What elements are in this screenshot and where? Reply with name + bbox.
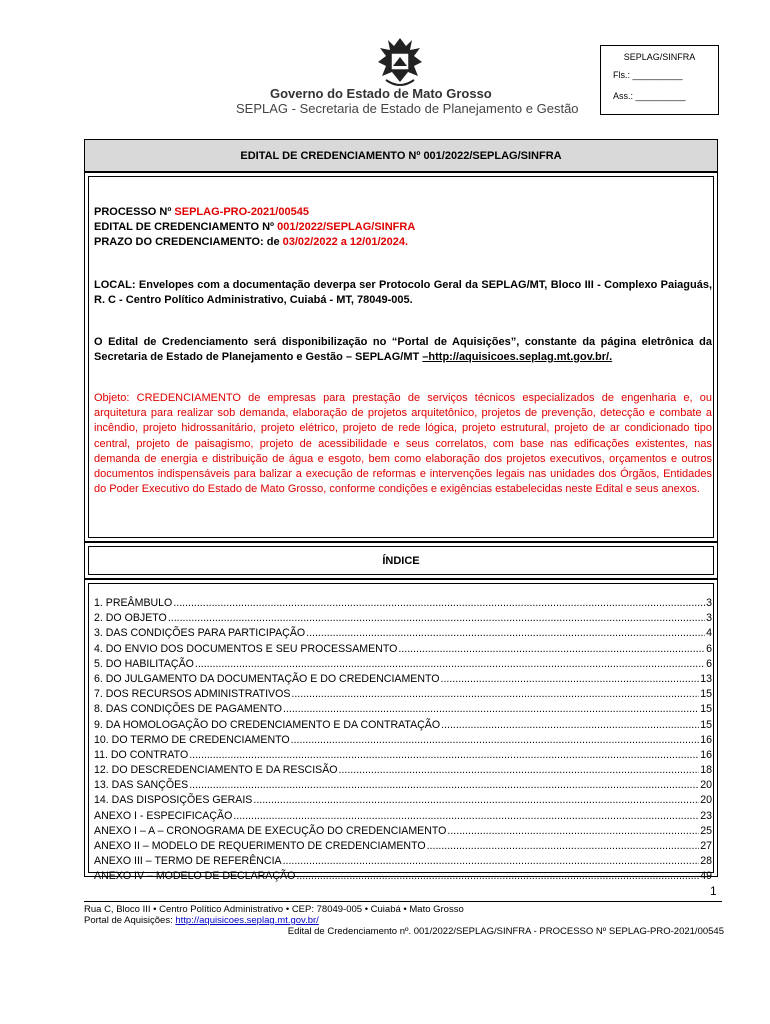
toc-entry[interactable] (94, 687, 712, 702)
toc-entry-label: 7. DOS RECURSOS ADMINISTRATIVOS (94, 688, 291, 701)
toc-entry[interactable] (94, 839, 712, 854)
toc-entry[interactable] (94, 793, 712, 808)
toc-entry-label: 5. DO HABILITAÇÃO (94, 657, 194, 670)
toc-leader-dots (189, 748, 699, 763)
toc-entry-page: 18 (700, 764, 712, 777)
toc-entry-page: 16 (700, 733, 712, 746)
toc-leader-dots (306, 626, 705, 641)
toc-leader-dots (233, 809, 699, 824)
footer-document-reference: Edital de Credenciamento nº. 001/2022/SEPLAG/SINFRA - PROCESSO Nº SEPLAG-PRO-2021/00545 (287, 926, 724, 937)
footer-portal-link[interactable]: http://aquisicoes.seplag.mt.gov.br/ (175, 915, 319, 926)
toc-entry-page: 15 (700, 718, 712, 731)
toc-entry-page: 25 (700, 824, 712, 837)
toc-entry[interactable] (94, 824, 712, 839)
toc-entry-page: 49 (700, 870, 712, 883)
toc-entry-label: 14. DAS DISPOSIÇÕES GERAIS (94, 794, 253, 807)
toc-entry-label: 6. DO JULGAMENTO DA DOCUMENTAÇÃO E DO CREDENCIAMENTO (94, 672, 440, 685)
toc-entry-page: 3 (706, 612, 712, 625)
toc-entry-page: 16 (700, 748, 712, 761)
toc-leader-dots (168, 611, 705, 626)
toc-entry-page: 15 (700, 703, 712, 716)
toc-entry-label: ANEXO I - ESPECIFICAÇÃO (94, 809, 233, 822)
toc-entry-page: 6 (706, 642, 712, 655)
toc-entry[interactable] (94, 611, 712, 626)
toc-entry[interactable] (94, 778, 712, 793)
footer-portal-label: Portal de Aquisições: (84, 915, 176, 926)
secretariat-name: SEPLAG - Secretaria de Estado de Planejamento e Gestão (236, 101, 579, 116)
process-info (94, 205, 415, 250)
toc-leader-dots (173, 596, 705, 611)
toc-leader-dots (291, 733, 700, 748)
table-of-contents (94, 596, 712, 885)
government-name: Governo do Estado de Mato Grosso (270, 86, 492, 101)
processo-label: PROCESSO Nº (94, 206, 175, 218)
toc-entry[interactable] (94, 809, 712, 824)
toc-entry-label: 1. PREÂMBULO (94, 597, 173, 609)
toc-entry-label: 8. DAS CONDIÇÕES DE PAGAMENTO (94, 703, 282, 716)
toc-entry[interactable] (94, 657, 712, 672)
toc-leader-dots (283, 702, 699, 717)
stamp-fls: Fls.: __________ (613, 70, 683, 80)
toc-leader-dots (291, 687, 699, 702)
toc-leader-dots (195, 657, 705, 672)
toc-entry-page: 27 (700, 840, 712, 852)
toc-leader-dots (447, 824, 699, 839)
edital-availability-paragraph (94, 335, 712, 365)
toc-entry-page: 15 (700, 688, 712, 701)
stamp-ass: Ass.: __________ (613, 91, 686, 101)
toc-entry[interactable] (94, 596, 712, 611)
toc-entry-label: ANEXO IV – MODELO DE DECLARAÇÃO (94, 870, 296, 883)
toc-entry-label: 11. DO CONTRATO (94, 748, 189, 761)
toc-entry[interactable] (94, 733, 712, 748)
toc-leader-dots (339, 763, 700, 778)
stamp-title: SEPLAG/SINFRA (623, 52, 696, 62)
coat-of-arms-icon (372, 36, 428, 92)
index-title: ÍNDICE (382, 555, 420, 567)
document-title: EDITAL DE CREDENCIAMENTO Nº 001/2022/SEPLAG/SINFRA (84, 139, 718, 172)
toc-entry-page: 6 (706, 657, 712, 670)
toc-entry-label: 10. DO TERMO DE CREDENCIAMENTO (94, 733, 290, 746)
toc-leader-dots (398, 642, 705, 657)
toc-leader-dots (283, 854, 700, 869)
toc-entry-label: 9. DA HOMOLOGAÇÃO DO CREDENCIAMENTO E DA CONTRATAÇÃO (94, 718, 441, 731)
toc-leader-dots (441, 718, 699, 733)
toc-entry[interactable] (94, 626, 712, 641)
footer-address: Rua C, Bloco III • Centro Político Administrativo • CEP: 78049-005 • Cuiabá • Mato Grosso (84, 904, 464, 915)
page-number: 1 (710, 884, 717, 898)
toc-entry[interactable] (94, 854, 712, 869)
toc-entry-page: 13 (700, 672, 712, 685)
footer-portal (84, 915, 319, 926)
edital-value: 001/2022/SEPLAG/SINFRA (277, 221, 416, 233)
toc-entry-page: 20 (700, 779, 712, 792)
prazo-label: PRAZO DO CREDENCIAMENTO: de (94, 236, 283, 248)
toc-leader-dots (427, 839, 700, 854)
toc-entry[interactable] (94, 672, 712, 687)
toc-leader-dots (253, 793, 699, 808)
toc-entry-page: 28 (700, 855, 712, 868)
toc-entry-page: 23 (700, 809, 712, 822)
portal-link[interactable]: –http://aquisicoes.seplag.mt.gov.br/. (422, 351, 613, 363)
toc-entry-label: 3. DAS CONDIÇÕES PARA PARTICIPAÇÃO (94, 627, 306, 640)
protocol-stamp-box (600, 45, 719, 115)
local-paragraph: LOCAL: Envelopes com a documentação deverpa ser Protocolo Geral da SEPLAG/MT, Bloco III - Complexo Paiaguás, R. C - Centro Político Administrativo, Cuiabá - MT, 78049-005. (94, 279, 712, 306)
toc-entry-label: ANEXO I – A – CRONOGRAMA DE EXECUÇÃO DO CREDENCIAMENTO (94, 824, 447, 837)
toc-entry-label: 13. DAS SANÇÕES (94, 779, 189, 792)
toc-entry-label: ANEXO III – TERMO DE REFERÊNCIA (94, 855, 282, 868)
toc-leader-dots (296, 869, 699, 884)
toc-entry-page: 3 (706, 597, 712, 609)
toc-entry[interactable] (94, 748, 712, 763)
edital-label: EDITAL DE CREDENCIAMENTO Nº (94, 221, 278, 233)
toc-entry[interactable] (94, 702, 712, 717)
toc-entry[interactable] (94, 718, 712, 733)
prazo-value: 03/02/2022 a 12/01/2024. (282, 236, 409, 248)
toc-entry-page: 20 (700, 794, 712, 807)
edital-availability-text: O Edital de Credenciamento será disponibilização no “Portal de Aquisições”, constante da página eletrônica da Secretaria de Estado de Planejamento e Gestão – SEPLAG/MT (94, 336, 712, 363)
toc-leader-dots (441, 672, 700, 687)
toc-entry-label: 4. DO ENVIO DOS DOCUMENTOS E SEU PROCESSAMENTO (94, 642, 398, 655)
processo-value: SEPLAG-PRO-2021/00545 (174, 206, 309, 218)
toc-entry-label: 2. DO OBJETO (94, 612, 167, 625)
objeto-paragraph: Objeto: CREDENCIAMENTO de empresas para prestação de serviços técnicos especializados de engenharia e, ou arquitetura para realizar sob demanda, elaboração de projetos arquitetônico, projetos de prevenção, detecção e combate a incêndio, projeto hidrossanitário, projeto elétrico, projeto de rede lógica, projeto estrutural, projeto de ar condicionado tipo central, projeto de paisagismo, projeto de acessibilidade e seus correlatos, com base nas edificações existentes, nas demanda de energia e distribuição de água e esgoto, bem como elaboração dos projetos executivos, orçamentos e outros documentos indispensáveis para balizar a execução de reformas e intervenções legais nas unidades dos Órgãos, Entidades do Poder Executivo do Estado de Mato Grosso, conforme condições e exigências estabelecidas neste Edital e seus anexos. (94, 392, 712, 496)
toc-entry-page: 4 (706, 627, 712, 640)
footer-divider (84, 901, 722, 902)
toc-entry-label: ANEXO II – MODELO DE REQUERIMENTO DE CREDENCIAMENTO (94, 840, 426, 852)
toc-entry[interactable] (94, 763, 712, 778)
toc-entry[interactable] (94, 642, 712, 657)
toc-leader-dots (189, 778, 699, 793)
toc-entry-label: 12. DO DESCREDENCIAMENTO E DA RESCISÃO (94, 764, 338, 777)
toc-entry[interactable] (94, 869, 712, 884)
